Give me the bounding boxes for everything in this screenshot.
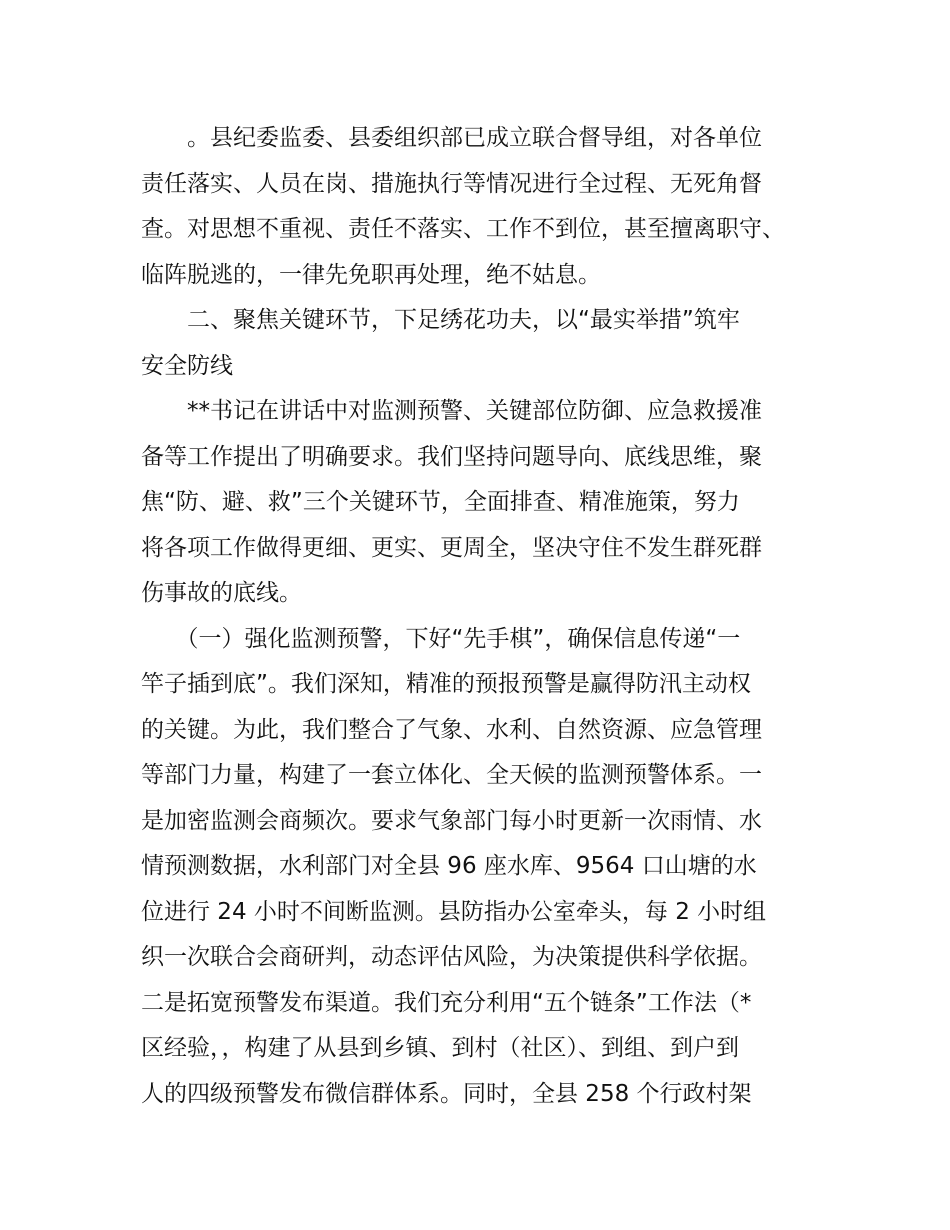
text-line: 安全防线 bbox=[141, 352, 233, 379]
text-line: 责任落实、人员在岗、措施执行等情况进行全过程、无死角督 bbox=[141, 170, 762, 197]
text-line: **书记在讲话中对监测预警、关键部位防御、应急救援准 bbox=[141, 398, 762, 424]
text-line: 焦“防、避、救”三个关键环节，全面排查、精准施策，努力 bbox=[141, 489, 740, 515]
text-line: 的关键。为此，我们整合了气象、水利、自然资源、应急管理 bbox=[141, 716, 762, 743]
text-line: （一）强化监测预警，下好“先手棋”，确保信息传递“一 bbox=[141, 625, 741, 652]
text-line: 竿子插到底”。我们深知，精准的预报预警是赢得防汛主动权 bbox=[141, 671, 751, 697]
text-line: 位进行 24 小时不间断监测。县防指办公室牵头，每 2 小时组 bbox=[141, 898, 767, 925]
text-line: 二是拓宽预警发布渠道。我们充分利用“五个链条”工作法（* bbox=[141, 989, 752, 1016]
paragraph-3 bbox=[141, 389, 825, 617]
paragraph-4 bbox=[141, 617, 825, 1118]
text-line: 。县纪委监委、县委组织部已成立联合督导组，对各单位 bbox=[141, 125, 762, 151]
text-line: 将各项工作做得更细、更实、更周全，坚决守住不发生群死群 bbox=[141, 534, 762, 561]
text-line: 二、聚焦关键环节，下足绣花功夫，以“最实举措”筑牢 bbox=[141, 307, 740, 333]
paragraph-1 bbox=[141, 116, 825, 298]
document-body bbox=[141, 116, 825, 1117]
text-line: 备等工作提出了明确要求。我们坚持问题导向、底线思维，聚 bbox=[141, 443, 762, 470]
text-line: 区经验，，构建了从县到乡镇、到村（社区）、到组、到户到 bbox=[141, 1035, 739, 1061]
text-line: 等部门力量，构建了一套立体化、全天候的监测预警体系。一 bbox=[141, 762, 762, 788]
text-line: 伤事故的底线。 bbox=[141, 580, 302, 606]
text-line: 是加密监测会商频次。要求气象部门每小时更新一次雨情、水 bbox=[141, 807, 762, 834]
text-line: 情预测数据，水利部门对全县 96 座水库、9564 口山塘的水 bbox=[141, 853, 757, 879]
text-line: 织一次联合会商研判，动态评估风险，为决策提供科学依据。 bbox=[141, 944, 762, 970]
text-line: 人的四级预警发布微信群体系。同时，全县 258 个行政村架 bbox=[141, 1080, 752, 1107]
section-heading-2 bbox=[141, 298, 825, 389]
text-line: 查。对思想不重视、责任不落实、工作不到位，甚至擅离职守、 bbox=[141, 216, 785, 242]
text-line: 临阵脱逃的，一律先免职再处理，绝不姑息。 bbox=[141, 261, 601, 288]
